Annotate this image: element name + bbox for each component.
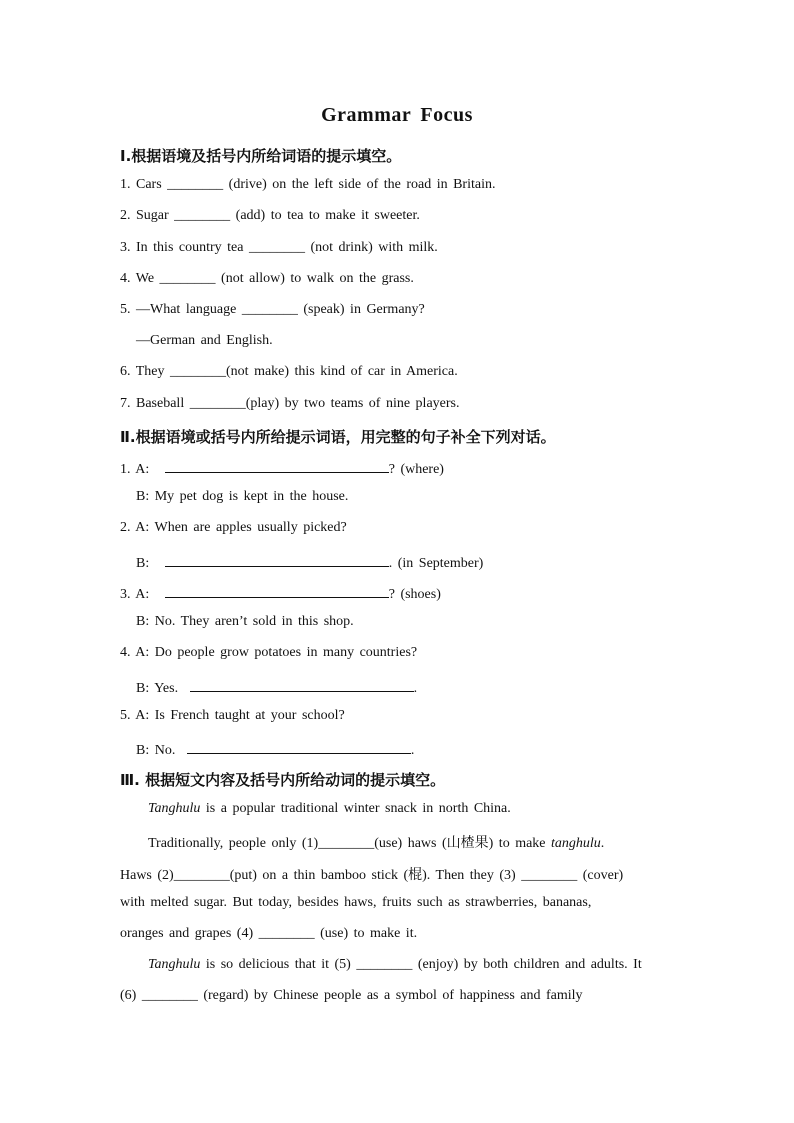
s3-p2-text: Traditionally, people only (1)________(use) haws (山楂果) to make <box>148 836 552 851</box>
s1-item-1: 1. Cars ________ (drive) on the left side of the road in Britain. <box>120 177 496 192</box>
answer-blank <box>165 583 389 598</box>
s3-paragraph-3-line-1 <box>148 957 642 973</box>
answer-blank <box>165 552 389 567</box>
s1-item-4: 4. We ________ (not allow) to walk on the grass. <box>120 271 414 286</box>
s2-item-1b: B: My pet dog is kept in the house. <box>136 489 349 504</box>
s1-item-7: 7. Baseball ________(play) by two teams of nine players. <box>120 396 460 411</box>
italic-term: Tanghulu <box>148 957 201 972</box>
answer-blank <box>190 677 414 692</box>
s2-item-4a: 4. A: Do people grow potatoes in many countries? <box>120 645 418 660</box>
s1-item-5: 5. —What language ________ (speak) in Germany? <box>120 302 425 317</box>
italic-term: Tanghulu <box>148 801 201 816</box>
s2-item-5a: 5. A: Is French taught at your school? <box>120 708 345 723</box>
s3-paragraph-2-line-1 <box>148 832 604 852</box>
s2-item-3a <box>120 583 441 603</box>
s3-paragraph-2-line-3: with melted sugar. But today, besides haws, fruits such as strawberries, bananas, <box>120 895 592 910</box>
dialogue-label: B: <box>136 556 150 571</box>
s3-paragraph-2-line-2: Haws (2)________(put) on a thin bamboo stick (棍). Then they (3) ________ (cover) <box>120 868 624 883</box>
page-title: Grammar Focus <box>321 104 473 126</box>
dialogue-label: 3. A: <box>120 587 150 602</box>
s1-item-6: 6. They ________(not make) this kind of car in America. <box>120 364 458 379</box>
period-text: . <box>413 681 418 696</box>
s3-p3-text: is so delicious that it (5) ________ (enjoy) by both children and adults. It <box>200 957 642 972</box>
s2-item-5b <box>136 739 414 759</box>
s1-item-2: 2. Sugar ________ (add) to tea to make it sweeter. <box>120 208 420 223</box>
s3-p1-text: is a popular traditional winter snack in north China. <box>200 801 511 816</box>
section-2-heading: Ⅱ.根据语境或括号内所给提示词语，用完整的句子补全下列对话。 <box>120 428 556 446</box>
hint-text: ? (shoes) <box>388 587 441 602</box>
answer-blank <box>187 739 411 754</box>
s3-p2-period: . <box>600 836 605 851</box>
s2-item-3b: B: No. They aren’t sold in this shop. <box>136 614 354 629</box>
s2-item-2b <box>136 552 483 572</box>
s3-paragraph-3-line-2: (6) ________ (regard) by Chinese people as a symbol of happiness and family <box>120 988 583 1003</box>
period-text: . <box>410 743 415 758</box>
s3-paragraph-2-line-4: oranges and grapes (4) ________ (use) to make it. <box>120 926 418 941</box>
italic-term: tanghulu <box>551 836 601 851</box>
dialogue-label: B: No. <box>136 743 176 758</box>
dialogue-label: 1. A: <box>120 462 150 477</box>
hint-text: . (in September) <box>388 556 484 571</box>
dialogue-label: B: Yes. <box>136 681 179 696</box>
section-1-heading: Ⅰ.根据语境及括号内所给词语的提示填空。 <box>120 147 402 165</box>
s1-item-3: 3. In this country tea ________ (not drink) with milk. <box>120 240 438 255</box>
answer-blank <box>165 458 389 473</box>
hint-text: ? (where) <box>388 462 444 477</box>
s2-item-4b <box>136 677 417 697</box>
s3-paragraph-1 <box>148 801 511 817</box>
s1-item-5-answer: —German and English. <box>136 333 273 348</box>
s2-item-1a <box>120 458 444 478</box>
s2-item-2a: 2. A: When are apples usually picked? <box>120 520 347 535</box>
section-3-heading: Ⅲ. 根据短文内容及括号内所给动词的提示填空。 <box>120 771 446 789</box>
